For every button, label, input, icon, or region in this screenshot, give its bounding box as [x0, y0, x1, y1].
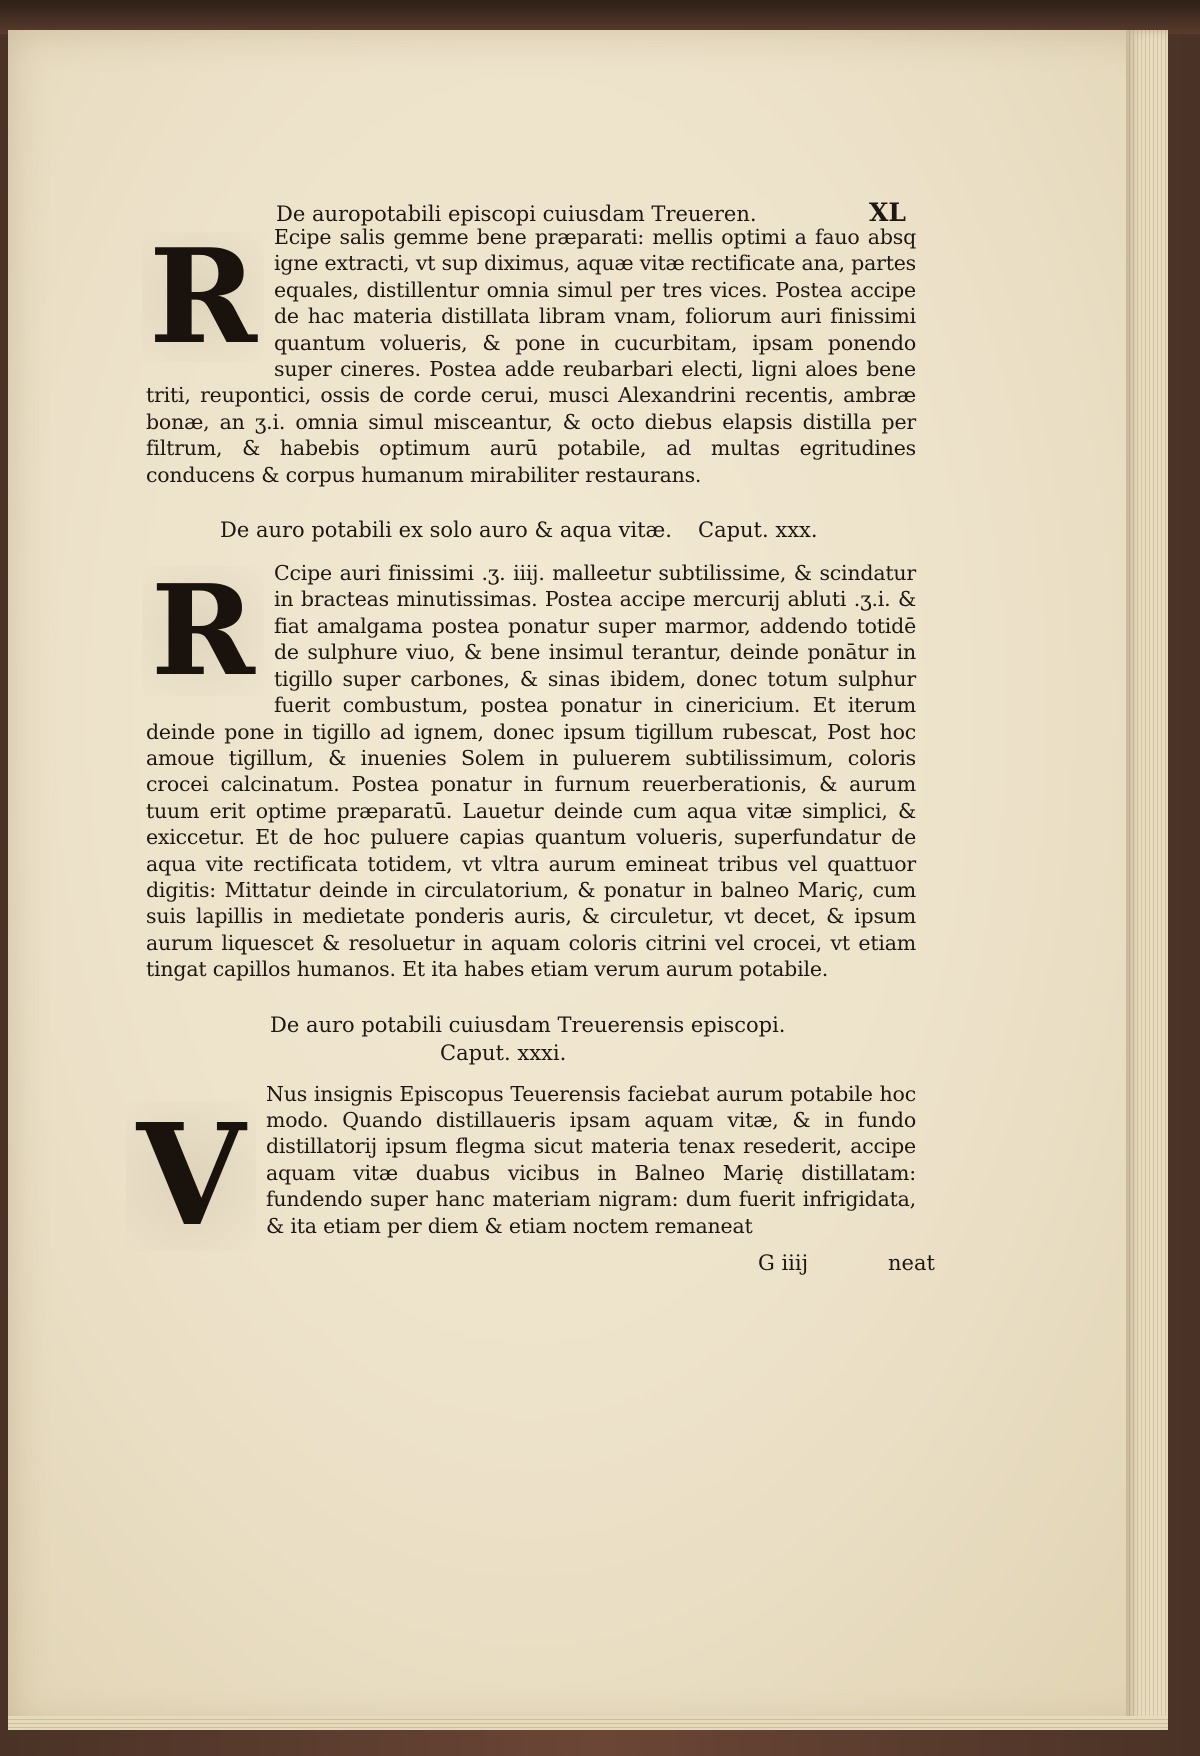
page-footer — [146, 1250, 935, 1281]
binding-top-edge — [0, 0, 1200, 34]
decorated-initial-R-2: R — [142, 566, 264, 696]
caput-label-xxxi: Caput. xxxi. — [440, 1040, 567, 1065]
decorated-initial-V: V — [126, 1101, 256, 1251]
chapter-heading-xxx — [220, 516, 916, 544]
decorated-initial-R: R — [142, 232, 264, 362]
section-2-text: Ccipe auri finissimi .ʒ. iiij. malleetur subtilissime, & scindatur in bracteas minutissimas. Postea accipe mercurij abluti .ʒ.i. & fiat amalgama postea ponatur super marmor, addendo totidē de sulphure viuo, & bene insimul terantur, deinde ponātur in tigillo super carbones, & sinas ibidem, donec totum sulphur fuerit combustum, postea ponatur in cinericium. Et iterum deinde pone in tigillo ad ignem, donec ipsum tigillum rubescat, Post hoc amoue tigillum, & inuenies Solem in puluerem subtilissimum, coloris crocei calcinatum. Postea ponatur in furnum reuerberationis, & aurum tuum erit optime præparatū. Lauetur deinde cum aqua vitæ simplici, & exiccetur. Et de hoc puluere capias quantum volueris, superfundatur de aqua vite rectificata totidem, vt vltra aurum emineat tribus vel quattuor digitis: Mittatur deinde in circulatorium, & ponatur in balneo Mariç, cum suis lapillis in medietate ponderis auris, & circuletur, vt decet, & ipsum aurum liquescet & resoluetur in aquam coloris citrini vel crocei, vt etiam tingat capillos humanos. Et ita habes etiam verum aurum potabile. — [146, 561, 916, 982]
signature-mark: G iiij — [758, 1250, 809, 1275]
page-fore-edge — [1126, 30, 1168, 1730]
catchword: neat — [888, 1250, 935, 1275]
running-head — [146, 170, 916, 227]
folio-number: XL — [869, 198, 906, 227]
page-bottom-edge — [8, 1716, 1168, 1730]
chapter-heading-xxxi: De auro potabili cuiusdam Treuerensis episcopi. — [270, 1012, 786, 1037]
running-head-title: De auropotabili episcopi cuiusdam Treueren. — [276, 202, 757, 226]
chapter-title-xxx: De auro potabili ex solo auro & aqua vitæ. — [220, 518, 672, 543]
section-1-text: Ecipe salis gemme bene præparati: mellis optimi a fauo absq igne extracti, vt sup diximus, aquæ vitæ rectificate ana, partes equales, distillentur omnia simul per tres vices. Postea accipe de hac materia distillata libram vnam, foliorum auri finissimi quantum volueris, & pone in cucurbitam, ipsam ponendo super cineres. Postea adde reubarbari electi, ligni aloes bene triti, reupontici, ossis de corde cerui, musci Alexandrini recentis, ambræ bonæ, an ʒ.i. omnia simul misceantur, & octo diebus elapsis distilla per filtrum, & habebis optimum aurū potabile, ad multas egritudines conducens & corpus humanum mirabiliter restaurans. — [146, 225, 916, 487]
section-1 — [146, 220, 916, 488]
section-2 — [146, 560, 916, 983]
section-3-text: Nus insignis Episcopus Teuerensis faciebat aurum potabile hoc modo. Quando distillaueris ipsam aquam vitæ, & in fundo distillatorij ipsum flegma sicut materia tenax resederit, accipe aquam vitæ duabus vicibus in Balneo Marię distillatam: fundendo super hanc materiam nigram: dum fuerit infrigidata, & ita etiam per diem & etiam noctem remaneat — [266, 1081, 916, 1238]
section-3 — [136, 1081, 916, 1258]
text-block — [136, 170, 935, 1281]
caput-label-xxx: Caput. xxx. — [698, 518, 818, 543]
